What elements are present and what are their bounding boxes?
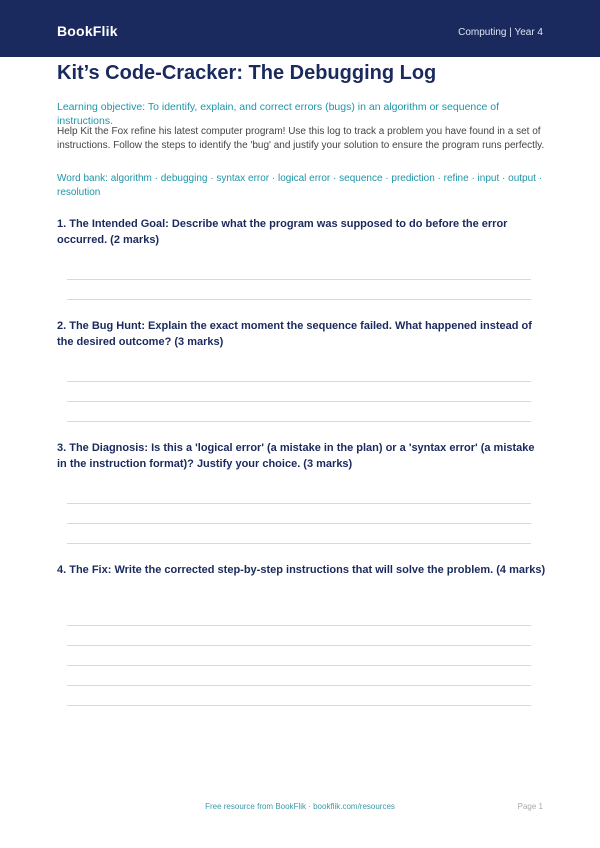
answer-line[interactable] (67, 279, 531, 280)
brand-logo[interactable]: BookFlik (57, 23, 118, 39)
answer-line[interactable] (67, 645, 531, 646)
header-bar (0, 0, 600, 57)
intro-paragraph: Help Kit the Fox refine his latest computer program! Use this log to track a problem you have found in a set of instructions. Follow the steps to identify the 'bug' and justify your solution to ensure the program runs perfectly. (57, 126, 545, 151)
answer-line[interactable] (67, 665, 531, 666)
answer-line[interactable] (67, 381, 531, 382)
answer-line[interactable] (67, 421, 531, 422)
page-title: Kit’s Code-Cracker: The Debugging Log (57, 62, 437, 84)
page-number: Page 1 (517, 802, 543, 811)
answer-line[interactable] (67, 401, 531, 402)
subject-year-label: Computing | Year 4 (458, 27, 543, 38)
footer-credit[interactable]: Free resource from BookFlik · bookflik.com/resources (205, 802, 395, 811)
question-3: 3. The Diagnosis: Is this a 'logical error' (a mistake in the plan) or a 'syntax error' (a mistake in the instruction format)? Justify your choice. (3 marks) (57, 442, 535, 470)
answer-line[interactable] (67, 625, 531, 626)
word-bank: Word bank: algorithm · debugging · syntax error · logical error · sequence · prediction · refine · input · output · resolution (57, 173, 543, 198)
answer-line[interactable] (67, 543, 531, 544)
question-2: 2. The Bug Hunt: Explain the exact moment the sequence failed. What happened instead of the desired outcome? (3 marks) (57, 320, 532, 348)
learning-objective: Learning objective: To identify, explain, and correct errors (bugs) in an algorithm or sequence of instructions. (57, 101, 500, 127)
answer-line[interactable] (67, 705, 531, 706)
answer-line[interactable] (67, 523, 531, 524)
answer-line[interactable] (67, 685, 531, 686)
question-1: 1. The Intended Goal: Describe what the program was supposed to do before the error occurred. (2 marks) (57, 218, 508, 246)
answer-line[interactable] (67, 503, 531, 504)
question-4: 4. The Fix: Write the corrected step-by-step instructions that will solve the problem. (4 marks) (57, 564, 546, 576)
answer-line[interactable] (67, 299, 531, 300)
